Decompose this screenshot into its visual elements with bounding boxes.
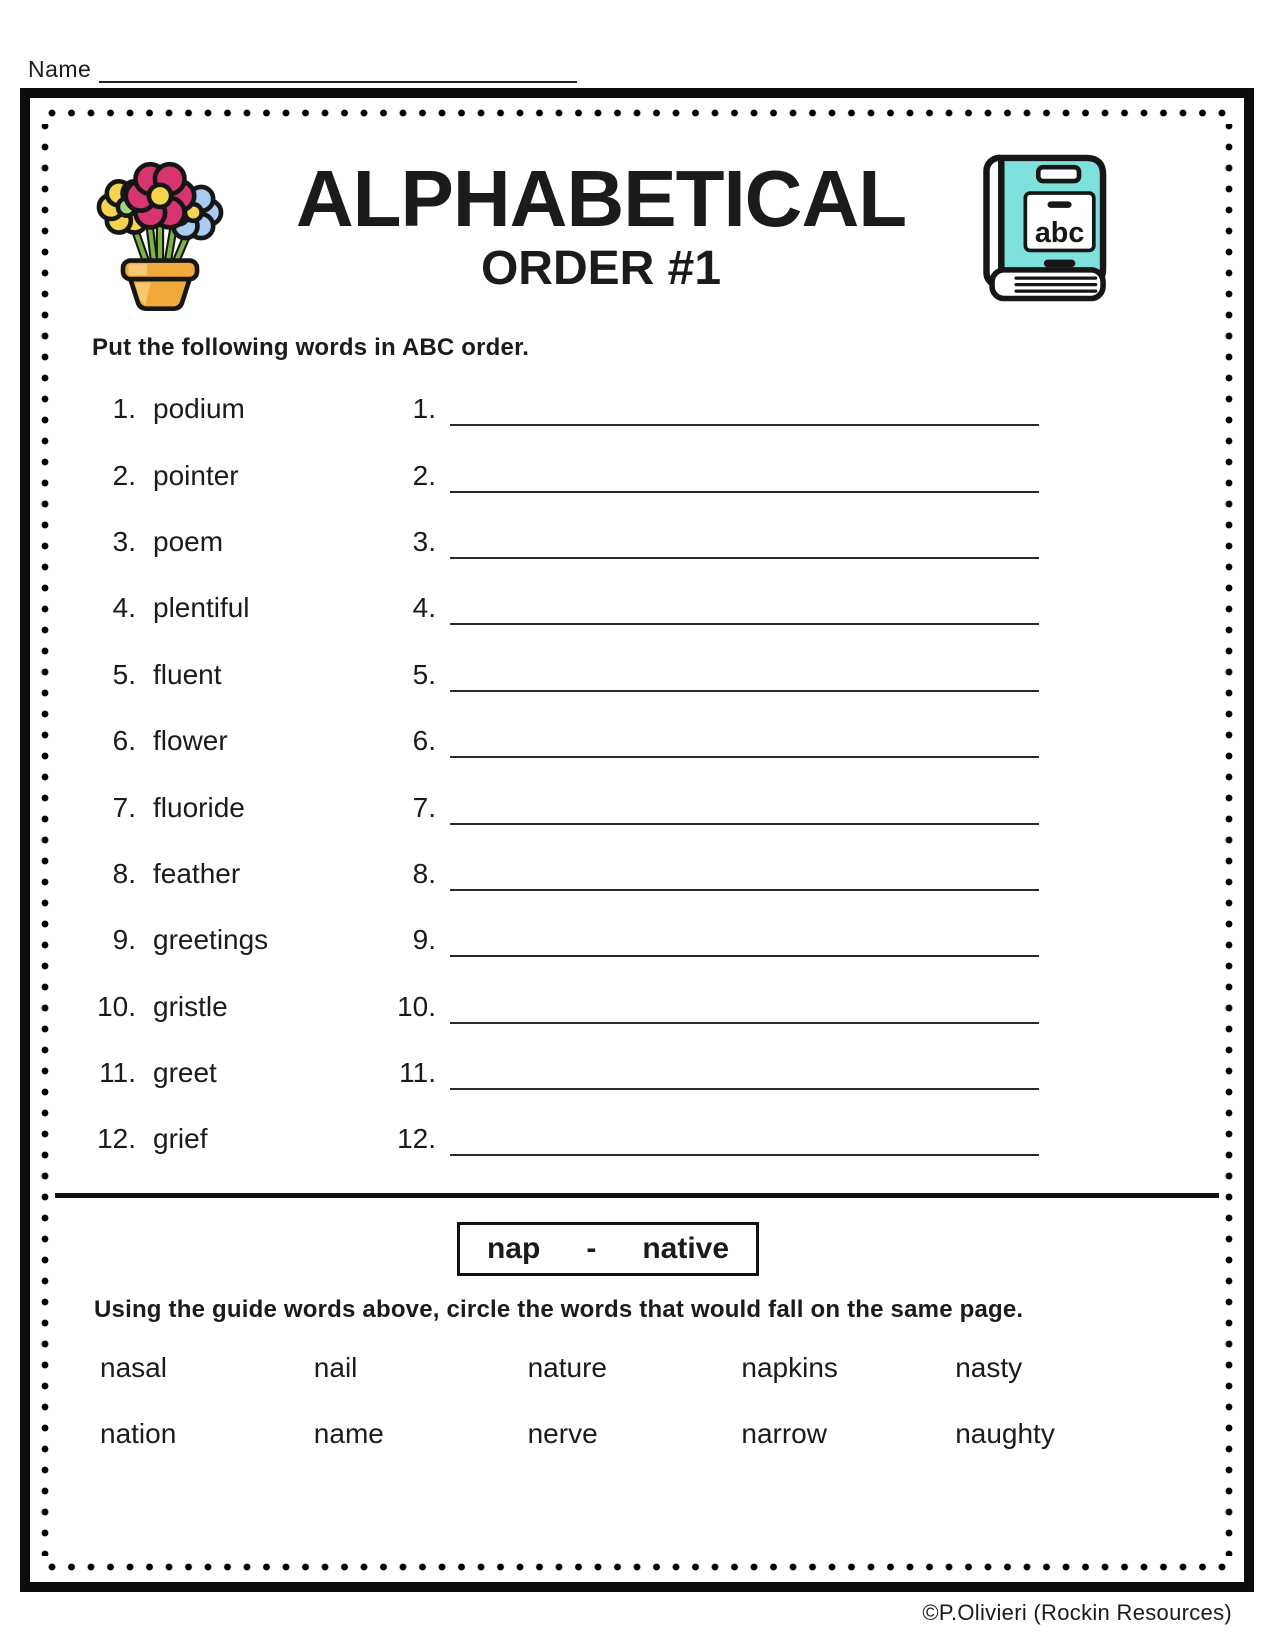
circle-word: nation bbox=[100, 1417, 177, 1449]
guide-word-left: nap bbox=[486, 1231, 541, 1265]
answer-blank-row bbox=[390, 1040, 1039, 1106]
worksheet-header bbox=[30, 144, 1244, 318]
answer-blank-row bbox=[390, 1106, 1039, 1172]
word-list-item bbox=[90, 974, 390, 1040]
word-list-item bbox=[90, 774, 390, 840]
answer-blank-line bbox=[450, 1124, 1039, 1156]
answer-blank-line bbox=[450, 593, 1039, 625]
item-word: poem bbox=[153, 525, 224, 557]
name-row bbox=[28, 56, 577, 83]
worksheet-content bbox=[30, 98, 1244, 1582]
answer-number: 5. bbox=[412, 658, 436, 690]
item-word: fluent bbox=[153, 658, 222, 690]
answer-blank-row bbox=[390, 642, 1039, 708]
item-word: pointer bbox=[153, 459, 239, 491]
name-label: Name bbox=[28, 56, 92, 82]
guide-word-separator: - bbox=[586, 1231, 597, 1265]
item-number: 5. bbox=[112, 658, 136, 690]
answer-blank-line bbox=[450, 793, 1039, 825]
worksheet-frame bbox=[20, 88, 1254, 1592]
answer-number: 3. bbox=[412, 525, 436, 557]
item-number: 11. bbox=[99, 1057, 136, 1089]
section-divider bbox=[55, 1193, 1219, 1198]
flower-pot-icon bbox=[86, 144, 234, 318]
item-number: 12. bbox=[97, 1123, 136, 1155]
item-number: 9. bbox=[112, 924, 136, 956]
item-word: feather bbox=[153, 857, 241, 889]
book-top-label bbox=[1038, 167, 1079, 181]
abc-order-instruction: Put the following words in ABC order. bbox=[92, 334, 530, 361]
answer-blank-line bbox=[450, 660, 1039, 692]
answer-blank-line bbox=[450, 859, 1039, 891]
item-number: 4. bbox=[112, 592, 136, 624]
flower-center bbox=[126, 164, 194, 227]
word-list-item bbox=[90, 376, 390, 442]
circle-word: naughty bbox=[955, 1417, 1055, 1449]
circle-word: narrow bbox=[741, 1417, 827, 1449]
circle-word: nasty bbox=[955, 1351, 1023, 1383]
answer-number: 10. bbox=[397, 990, 436, 1022]
answer-number: 7. bbox=[412, 791, 436, 823]
answer-number: 2. bbox=[412, 459, 436, 491]
name-blank-line bbox=[99, 59, 577, 83]
answer-blank-row bbox=[390, 974, 1039, 1040]
guide-words-instruction: Using the guide words above, circle the words that would fall on the same page. bbox=[94, 1295, 1024, 1323]
item-number: 3. bbox=[112, 525, 136, 557]
answer-blank-row bbox=[390, 774, 1039, 840]
book-abc-label: abc bbox=[1034, 217, 1085, 250]
word-list-item bbox=[90, 1106, 390, 1172]
answer-blank-line bbox=[450, 1058, 1039, 1090]
item-number: 7. bbox=[112, 791, 136, 823]
circle-word: nerve bbox=[527, 1417, 598, 1449]
word-list-item bbox=[90, 642, 390, 708]
answer-number: 9. bbox=[412, 924, 436, 956]
answer-blank-row bbox=[390, 575, 1039, 641]
circle-word: name bbox=[313, 1417, 384, 1449]
item-number: 8. bbox=[112, 857, 136, 889]
word-list-item bbox=[90, 841, 390, 907]
circle-word: nature bbox=[527, 1351, 607, 1383]
item-word: grief bbox=[153, 1123, 208, 1155]
word-list-item bbox=[90, 907, 390, 973]
answer-blank-line bbox=[450, 726, 1039, 758]
item-word: podium bbox=[153, 393, 245, 425]
word-list-item bbox=[90, 1040, 390, 1106]
guide-words-box bbox=[457, 1222, 759, 1276]
flower-pot-body bbox=[123, 261, 197, 309]
item-word: plentiful bbox=[153, 592, 250, 624]
guide-word-right: native bbox=[642, 1231, 730, 1265]
source-word-list bbox=[90, 376, 390, 1173]
circle-words-grid bbox=[30, 1352, 1244, 1450]
item-word: fluoride bbox=[153, 791, 245, 823]
item-word: greet bbox=[153, 1057, 217, 1089]
item-number: 2. bbox=[112, 459, 136, 491]
word-list-item bbox=[90, 575, 390, 641]
page-title: ALPHABETICAL bbox=[295, 153, 907, 243]
abc-order-lists bbox=[30, 376, 1244, 1173]
item-word: flower bbox=[153, 725, 228, 757]
answer-blank-row bbox=[390, 708, 1039, 774]
answer-blank-line bbox=[450, 527, 1039, 559]
answer-blank-line bbox=[450, 925, 1039, 957]
answer-blank-row bbox=[390, 841, 1039, 907]
answer-blank-row bbox=[390, 907, 1039, 973]
item-number: 1. bbox=[112, 393, 136, 425]
answer-blank-line bbox=[450, 394, 1039, 426]
word-list-item bbox=[90, 708, 390, 774]
footer-credit: ©P.Olivieri (Rockin Resources) bbox=[922, 1600, 1232, 1625]
answer-number: 1. bbox=[412, 393, 436, 425]
answer-number: 12. bbox=[397, 1123, 436, 1155]
page-subtitle: ORDER #1 bbox=[480, 241, 722, 295]
item-number: 10. bbox=[97, 990, 136, 1022]
answer-blank-list bbox=[390, 376, 1039, 1173]
answer-blank-row bbox=[390, 376, 1039, 442]
item-word: gristle bbox=[153, 990, 228, 1022]
answer-number: 6. bbox=[412, 725, 436, 757]
item-number: 6. bbox=[112, 725, 136, 757]
answer-blank-row bbox=[390, 442, 1039, 508]
answer-number: 11. bbox=[399, 1057, 436, 1089]
answer-number: 4. bbox=[412, 592, 436, 624]
word-list-item bbox=[90, 509, 390, 575]
answer-blank-line bbox=[450, 461, 1039, 493]
abc-book-icon bbox=[968, 152, 1116, 310]
circle-word: nail bbox=[313, 1351, 358, 1383]
title-block bbox=[234, 153, 968, 306]
circle-word: napkins bbox=[741, 1351, 838, 1383]
circle-word: nasal bbox=[100, 1351, 167, 1383]
item-word: greetings bbox=[153, 924, 269, 956]
answer-blank-line bbox=[450, 992, 1039, 1024]
answer-number: 8. bbox=[412, 857, 436, 889]
word-list-item bbox=[90, 442, 390, 508]
answer-blank-row bbox=[390, 509, 1039, 575]
